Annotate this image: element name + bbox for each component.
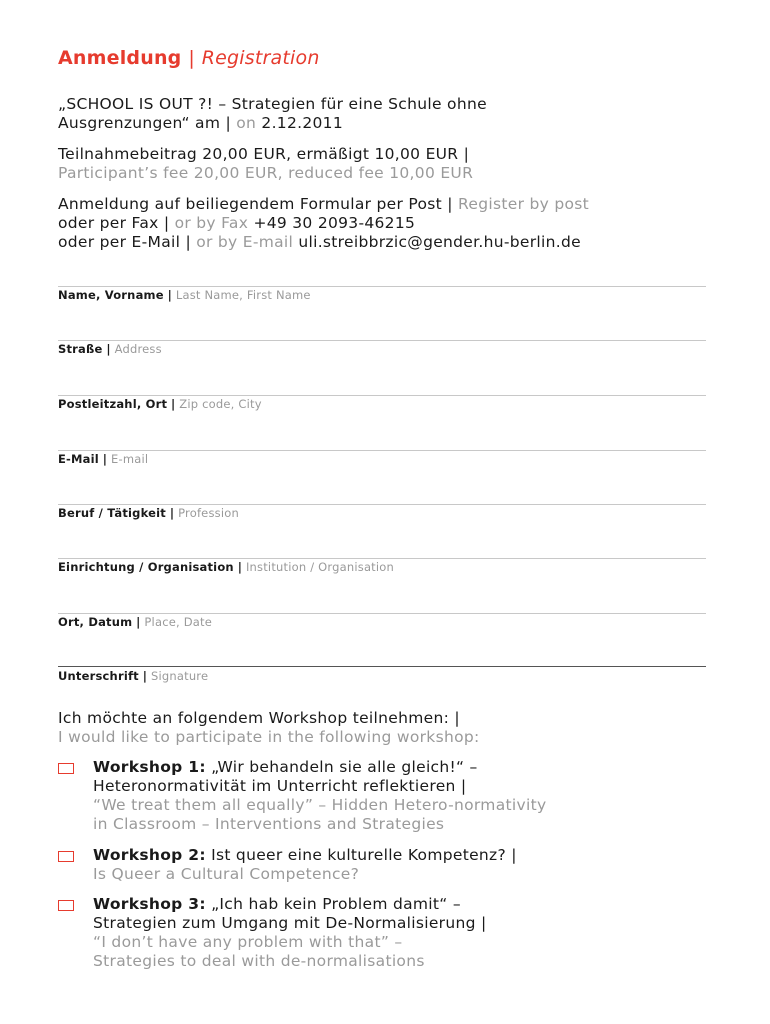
register-mail-separator: | [185,233,191,251]
address-field-line[interactable] [58,340,706,341]
workshop-1-title-en-cont: in Classroom – Interventions and Strategies [93,815,445,833]
field-label-en: Address [114,342,162,356]
field-label-de: E-Mail [58,452,99,466]
register-fax-line [58,214,415,232]
workshop-3-checkbox[interactable] [58,900,74,911]
workshop-1-title-en: “We treat them all equally” – Hidden Hetero-normativity [93,796,547,814]
signature-field-line[interactable] [58,666,706,667]
workshop-2-checkbox[interactable] [58,851,74,862]
field-label-en: Zip code, City [179,397,262,411]
profession-field-label [58,506,239,520]
workshop-1-label: Workshop 1: [93,758,206,776]
workshop-1-title-de: „Wir behandeln sie alle gleich!“ – [211,758,478,776]
fax-number: +49 30 2093-46215 [253,214,416,232]
field-label-separator: | [167,288,172,302]
email-field-label [58,452,148,466]
workshop-intro-de-line [58,709,460,727]
register-mail-line [58,233,581,251]
title-de: Anmeldung [58,47,182,69]
field-label-en: Last Name, First Name [175,288,311,302]
workshop-intro-en-line [58,728,480,746]
workshop-1-option [93,758,546,834]
event-date: 2.12.2011 [261,114,343,132]
register-post-separator: | [447,195,453,213]
register-fax-de: oder per Fax [58,214,159,232]
register-post-de: Anmeldung auf beiliegendem Formular per Post [58,195,443,213]
field-label-separator: | [142,669,148,683]
workshop-2-title-en: Is Queer a Cultural Competence? [93,865,360,883]
event-title-cont: Ausgrenzungen“ am [58,114,221,132]
event-line-1 [58,95,487,113]
workshop-3-title-en: “I don’t have any problem with that” – [93,933,403,951]
field-label-en: Profession [178,506,239,520]
field-label-separator: | [136,615,141,629]
field-label-de: Straße [58,342,103,356]
place-date-field-label [58,615,212,629]
register-fax-separator: | [163,214,170,232]
field-label-de: Einrichtung / Organisation [58,560,234,574]
field-label-de: Name, Vorname [58,288,164,302]
workshop-2-option [93,846,517,884]
institution-field-line[interactable] [58,558,706,559]
profession-field-line[interactable] [58,504,706,505]
field-label-separator: | [171,397,176,411]
workshop-3-title-de: „Ich hab kein Problem damit“ – [211,895,461,913]
event-separator: | [225,114,232,132]
workshop-3-label: Workshop 3: [93,895,206,913]
field-label-separator: | [102,452,108,466]
page-title [58,47,320,69]
fee-line-de [58,145,469,163]
workshop-3-title-en-cont: Strategies to deal with de-normalisations [93,952,425,970]
address-field-label [58,342,162,356]
register-fax-en: or by Fax [174,214,249,232]
field-label-en: E-mail [111,452,149,466]
register-post-line [58,195,589,213]
field-label-de: Unterschrift [58,669,139,683]
register-mail-en: or by E-mail [196,233,294,251]
event-on: on [236,114,257,132]
workshop-intro-en: I would like to participate in the following workshop: [58,728,480,746]
workshop-1-title-de-cont: Heteronormativität im Unterricht reflektieren | [93,777,467,795]
email-field-line[interactable] [58,450,706,451]
institution-field-label [58,560,394,574]
fee-de: Teilnahmebeitrag 20,00 EUR, ermäßigt 10,00 EUR [58,145,459,163]
register-mail-de: oder per E-Mail [58,233,181,251]
register-post-en: Register by post [458,195,590,213]
field-label-en: Signature [150,669,209,683]
field-label-separator: | [106,342,111,356]
field-label-de: Ort, Datum [58,615,133,629]
workshop-intro-de: Ich möchte an folgendem Workshop teilnehmen: [58,709,450,727]
field-label-en: Place, Date [144,615,212,629]
field-label-separator: | [237,560,243,574]
zip-city-field-line[interactable] [58,395,706,396]
field-label-en: Institution / Organisation [245,560,395,574]
email-address-link[interactable]: uli.streibbrzic@gender.hu-berlin.de [298,233,581,251]
workshop-3-option [93,895,486,971]
field-label-de: Beruf / Tätigkeit [58,506,166,520]
name-field-label [58,288,311,302]
fee-en: Participant’s fee 20,00 EUR, reduced fee 10,00 EUR [58,164,474,182]
fee-line-en [58,164,473,182]
workshop-2-label: Workshop 2: [93,846,206,864]
name-field-line[interactable] [58,286,706,287]
workshop-1-checkbox[interactable] [58,763,74,774]
title-separator: | [188,47,195,69]
workshop-2-title-de: Ist queer eine kulturelle Kompetenz? | [211,846,517,864]
workshop-3-title-de-cont: Strategien zum Umgang mit De-Normalisierung | [93,914,487,932]
signature-field-label [58,669,208,683]
fee-separator: | [463,145,470,163]
event-title: „SCHOOL IS OUT ?! – Strategien für eine Schule ohne [58,95,487,113]
field-label-separator: | [169,506,175,520]
place-date-field-line[interactable] [58,613,706,614]
workshop-intro-separator: | [454,709,460,727]
field-label-de: Postleitzahl, Ort [58,397,168,411]
zip-city-field-label [58,397,262,411]
title-en: Registration [201,47,320,69]
event-line-2 [58,114,343,132]
